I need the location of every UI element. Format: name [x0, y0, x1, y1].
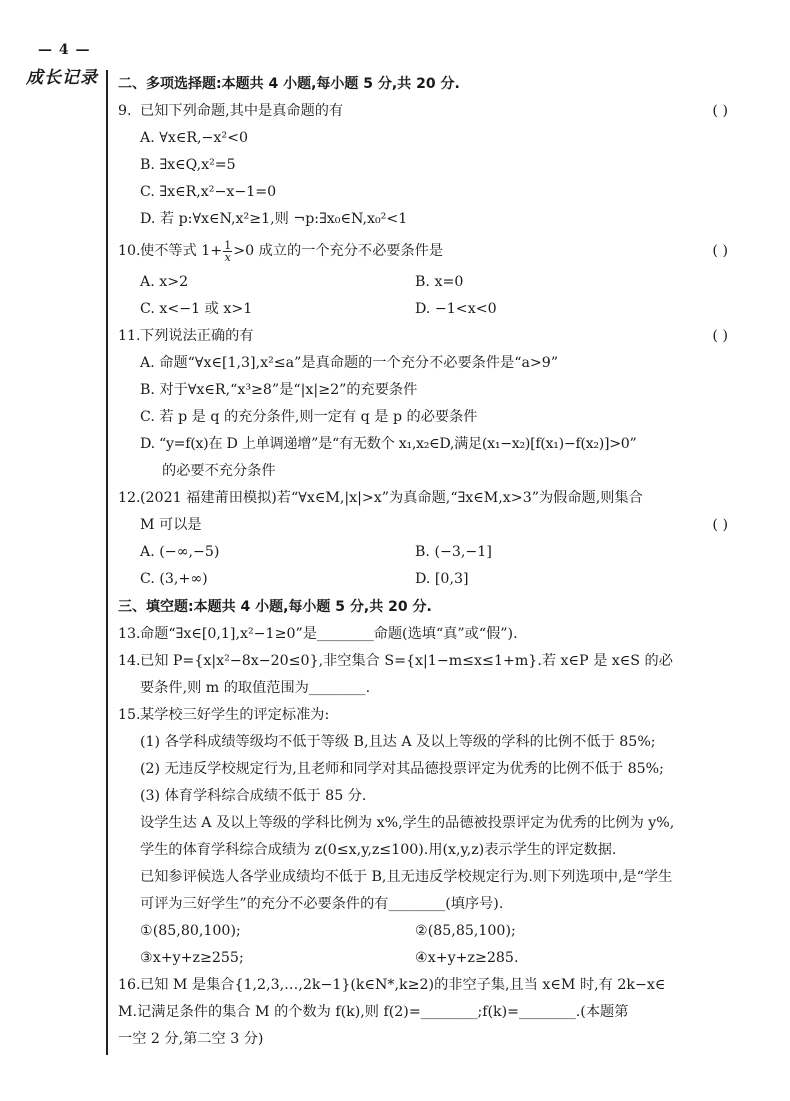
- question-11-option-d: D. “y=f(x)在 D 上单调递增”是“有无数个 x₁,x₂∈D,满足(x₁−x₂)[f(x₁)−f(x₂)]>0”: [140, 436, 637, 452]
- criterion-3: (3) 体育学科综合成绩不低于 85 分.: [140, 788, 367, 804]
- option-b: B. (−3,−1]: [415, 544, 492, 560]
- question-16-continued: M.记满足条件的集合 M 的个数为 f(k),则 f(2)=________;f(k)=________.(本题第: [118, 1004, 629, 1020]
- question-number: 14.: [118, 653, 141, 669]
- question-11-option-c: C. 若 p 是 q 的充分条件,则一定有 q 是 p 的必要条件: [140, 409, 478, 425]
- option-c: C. x<−1 或 x>1: [140, 301, 253, 317]
- option-c: C. (3,+∞): [140, 571, 208, 587]
- question-15-paragraph: 设学生达 A 及以上等级的学科比例为 x%,学生的品德被投票评定为优秀的比例为 y%,: [140, 815, 675, 831]
- question-14-continued: 要条件,则 m 的取值范围为________.: [140, 680, 371, 696]
- question-number: 9.: [118, 103, 132, 119]
- question-15-paragraph: 可评为三好学生”的充分不必要条件的有________(填序号).: [140, 896, 504, 912]
- criterion-2: (2) 无违反学校规定行为,且老师和同学对其品德投票评定为优秀的比例不低于 85%;: [140, 761, 664, 777]
- question-13: [118, 621, 730, 648]
- question-15-stem: [118, 702, 730, 729]
- section-heading-fill-in: 三、填空题:本题共 4 小题,每小题 5 分,共 20 分.: [118, 599, 432, 615]
- question-12-options-row-1: [118, 539, 730, 566]
- question-9-option-c: C. ∃x∈R,x²−x−1=0: [140, 184, 277, 200]
- question-text: 已知 M 是集合{1,2,3,…,2k−1}(k∈N*,k≥2)的非空子集,且当 x∈M 时,有 2k−x∈: [140, 977, 666, 993]
- question-number: 12.: [118, 490, 141, 506]
- option-b: B. x=0: [415, 274, 464, 290]
- question-15-paragraph: 学生的体育学科综合成绩为 z(0≤x,y,z≤100).用(x,y,z)表示学生的评定数据.: [140, 842, 617, 858]
- question-number: 11.: [118, 328, 141, 344]
- question-12-options-row-2: [118, 566, 730, 593]
- question-number: 15.: [118, 707, 141, 723]
- question-16: [118, 972, 730, 999]
- question-12-stem-continued: [118, 512, 730, 539]
- question-text-end: >0 成立的一个充分不必要条件是: [233, 243, 444, 259]
- page-content: [118, 70, 730, 1053]
- question-16-continued: 一空 2 分,第二空 3 分): [118, 1031, 264, 1047]
- question-9-option-d: D. 若 p:∀x∈N,x²≥1,则 ¬p:∃x₀∈N,x₀²<1: [140, 211, 408, 227]
- answer-parentheses: ( ): [712, 103, 728, 119]
- fraction: [223, 240, 232, 263]
- question-9-stem: [118, 98, 730, 125]
- question-10-stem: [118, 233, 730, 269]
- criterion-1: (1) 各学科成绩等级均不低于等级 B,且达 A 及以上等级的学科的比例不低于 85%;: [140, 734, 656, 750]
- section-heading-multiple-choice: 二、多项选择题:本题共 4 小题,每小题 5 分,共 20 分.: [118, 76, 460, 92]
- question-15-paragraph: 已知参评候选人各学业成绩均不低于 B,且无违反学校规定行为.则下列选项中,是“学生: [140, 869, 673, 885]
- option-1: ①(85,80,100);: [140, 923, 241, 939]
- option-a: A. x>2: [140, 274, 189, 290]
- question-10-options-row-2: [118, 296, 730, 323]
- question-text: (2021 福建莆田模拟)若“∀x∈M,|x|>x”为真命题,“∃x∈M,x>3”为假命题,则集合: [140, 490, 643, 506]
- question-text-start: 使不等式 1+: [140, 243, 223, 259]
- logo: 成长记录: [26, 68, 98, 88]
- question-text: 已知 P={x|x²−8x−20≤0},非空集合 S={x|1−m≤x≤1+m}.若 x∈P 是 x∈S 的必: [140, 653, 673, 669]
- question-11-option-d-continued: 的必要不充分条件: [162, 463, 276, 479]
- answer-parentheses: ( ): [712, 517, 728, 533]
- question-10-options-row-1: [118, 269, 730, 296]
- fraction-denominator: x: [224, 250, 231, 264]
- question-text: 已知下列命题,其中是真命题的有: [140, 103, 344, 119]
- question-12-stem: [118, 485, 730, 512]
- question-14: [118, 648, 730, 675]
- option-d: D. [0,3]: [415, 571, 469, 587]
- question-number: 13.: [118, 626, 141, 642]
- margin-rule: [106, 70, 108, 1055]
- question-number: 10.: [118, 243, 141, 259]
- question-number: 16.: [118, 977, 141, 993]
- option-3: ③x+y+z≥255;: [140, 950, 244, 966]
- question-text: 命题“∃x∈[0,1],x²−1≥0”是________命题(选填“真”或“假”).: [140, 626, 518, 642]
- fraction-numerator: 1: [224, 238, 232, 252]
- answer-parentheses: ( ): [712, 328, 728, 344]
- page-number: — 4 —: [38, 42, 91, 58]
- option-d: D. −1<x<0: [415, 301, 497, 317]
- option-4: ④x+y+z≥285.: [415, 950, 519, 966]
- question-text: 某学校三好学生的评定标准为:: [140, 707, 330, 723]
- question-11-option-a: A. 命题“∀x∈[1,3],x²≤a”是真命题的一个充分不必要条件是“a>9”: [140, 355, 559, 371]
- question-text: M 可以是: [140, 517, 202, 533]
- question-text: 下列说法正确的有: [140, 328, 254, 344]
- question-11-option-b: B. 对于∀x∈R,“x³≥8”是“|x|≥2”的充要条件: [140, 382, 418, 398]
- option-2: ②(85,85,100);: [415, 923, 516, 939]
- question-11-stem: [118, 323, 730, 350]
- question-9-option-a: A. ∀x∈R,−x²<0: [140, 130, 249, 146]
- option-a: A. (−∞,−5): [140, 544, 220, 560]
- question-15-options-row-1: [118, 918, 730, 945]
- answer-parentheses: ( ): [712, 243, 728, 259]
- question-15-options-row-2: [118, 945, 730, 972]
- question-9-option-b: B. ∃x∈Q,x²=5: [140, 157, 236, 173]
